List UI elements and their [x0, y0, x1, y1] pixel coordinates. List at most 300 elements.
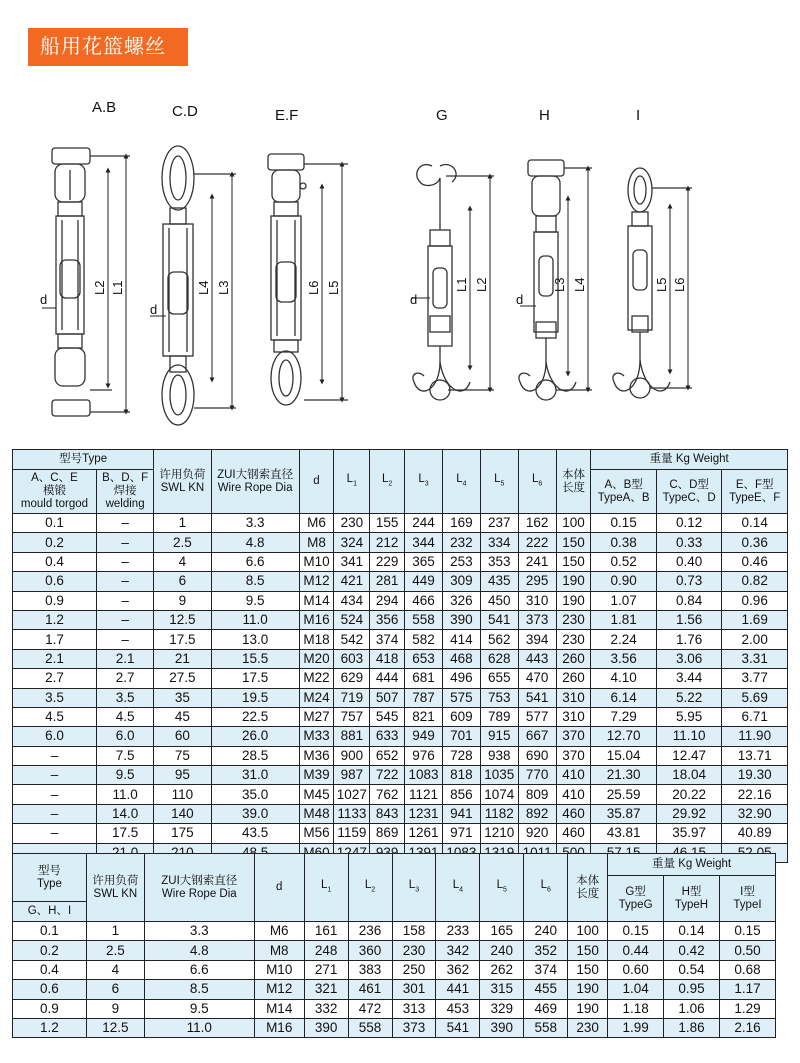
table-cell: 374	[524, 960, 568, 979]
table-cell: 12.5	[154, 610, 211, 629]
table-cell: 21	[154, 649, 211, 668]
table-cell: 9.5	[96, 766, 153, 785]
table-cell: 100	[568, 922, 608, 941]
table-cell: 3.5	[13, 688, 97, 707]
table-cell: 329	[480, 999, 524, 1018]
table-cell: 2.1	[13, 649, 97, 668]
table-cell: 373	[518, 610, 556, 629]
table-cell: 3.06	[656, 649, 722, 668]
table-cell: 987	[334, 766, 370, 785]
t2-d-header: d	[254, 854, 304, 922]
table-cell: 0.4	[13, 552, 97, 571]
table-cell: 341	[334, 552, 370, 571]
table-cell: 443	[518, 649, 556, 668]
table-row	[13, 572, 788, 591]
table-cell: 455	[524, 980, 568, 999]
table-cell: M22	[299, 669, 334, 688]
table-cell: –	[96, 610, 153, 629]
table-row	[13, 630, 788, 649]
table-cell: 35.97	[656, 824, 722, 843]
table-cell: 469	[524, 999, 568, 1018]
table-cell: 1210	[480, 824, 518, 843]
i-l5: L5	[654, 277, 669, 292]
table-cell: 1	[86, 922, 144, 941]
table-cell: M12	[254, 980, 304, 999]
table-cell: 0.4	[13, 960, 87, 979]
table-cell: 321	[304, 980, 348, 999]
table-cell: 0.15	[591, 514, 657, 533]
table-cell: 240	[524, 922, 568, 941]
t1-type-header: 型号Type	[13, 450, 154, 470]
label-ab: A.B	[92, 99, 117, 116]
table-cell: 8.5	[144, 980, 254, 999]
table-row	[13, 766, 788, 785]
table-cell: 575	[442, 688, 480, 707]
table-cell: M39	[299, 766, 334, 785]
table-cell: 869	[370, 824, 405, 843]
table-cell: 230	[392, 941, 436, 960]
table-cell: 190	[556, 572, 591, 591]
label-ef: E.F	[275, 107, 299, 124]
table-cell: 11.0	[211, 610, 299, 629]
table-cell: 949	[405, 727, 443, 746]
table-row	[13, 922, 776, 941]
table-cell: 1159	[334, 824, 370, 843]
turnbuckle-drawing	[0, 90, 800, 440]
table-cell: 4.8	[144, 941, 254, 960]
table-cell: 1.86	[664, 1018, 720, 1037]
table-row	[13, 824, 788, 843]
table-cell: 7.29	[591, 707, 657, 726]
table-cell: 295	[518, 572, 556, 591]
table-cell: 0.15	[719, 922, 775, 941]
t2-l3-header: $L_3$	[392, 854, 436, 922]
table-cell: 719	[334, 688, 370, 707]
table-row	[13, 591, 788, 610]
table-cell: 701	[442, 727, 480, 746]
table-row	[13, 804, 788, 823]
table-cell: 17.5	[96, 824, 153, 843]
t2-weight-h-header: H型 TypeH	[664, 876, 720, 922]
table-cell: 5.69	[722, 688, 788, 707]
table-cell: 365	[405, 552, 443, 571]
table-cell: 1035	[480, 766, 518, 785]
table-cell: 0.1	[13, 922, 87, 941]
table-cell: 609	[442, 707, 480, 726]
table-cell: 1.76	[656, 630, 722, 649]
table-cell: 27.5	[154, 669, 211, 688]
label-cd: C.D	[172, 103, 198, 120]
table-cell: 12.5	[86, 1018, 144, 1037]
label-i: I	[636, 107, 641, 124]
t1-l6-header: $L_6$	[518, 450, 556, 514]
ab-l2: L2	[92, 280, 107, 295]
table-cell: –	[96, 552, 153, 571]
t1-weight-ef-header: E、F型 TypeE、F	[722, 470, 788, 514]
table-cell: M48	[299, 804, 334, 823]
table-cell: 0.44	[608, 941, 664, 960]
table-cell: 681	[405, 669, 443, 688]
table-cell: 881	[334, 727, 370, 746]
table-cell: 6.6	[211, 552, 299, 571]
table-cell: 0.9	[13, 591, 97, 610]
table-cell: 460	[556, 824, 591, 843]
table-cell: 244	[405, 514, 443, 533]
table-cell: 4.5	[96, 707, 153, 726]
table-row	[13, 514, 788, 533]
t1-weight-header: 重量 Kg Weight	[591, 450, 788, 470]
table-cell: 1133	[334, 804, 370, 823]
table-cell: 0.9	[13, 999, 87, 1018]
h-l4: L4	[572, 277, 587, 292]
table-cell: 7.5	[96, 746, 153, 765]
table-cell: 20.22	[656, 785, 722, 804]
table-cell: 435	[480, 572, 518, 591]
table-cell: 190	[568, 980, 608, 999]
table-cell: 309	[442, 572, 480, 591]
table-cell: 262	[480, 960, 524, 979]
t2-l4-header: $L_4$	[436, 854, 480, 922]
turnbuckle-ef	[268, 154, 348, 405]
table-cell: 0.42	[664, 941, 720, 960]
table-cell: 2.7	[13, 669, 97, 688]
t1-type-ace-header: A、C、E 模锻 mould torgod	[13, 470, 97, 514]
table-cell: 0.54	[664, 960, 720, 979]
table-cell: 0.60	[608, 960, 664, 979]
table-cell: 558	[348, 1018, 392, 1037]
table-cell: 507	[370, 688, 405, 707]
table-cell: 4.8	[211, 533, 299, 552]
table-cell: 155	[370, 514, 405, 533]
page-title: 船用花篮螺丝	[28, 28, 188, 66]
table-cell: 344	[405, 533, 443, 552]
table-cell: M16	[299, 610, 334, 629]
table-cell: 35.0	[211, 785, 299, 804]
table-cell: 14.0	[96, 804, 153, 823]
table-cell: 6.0	[96, 727, 153, 746]
table-cell: 920	[518, 824, 556, 843]
table-cell: 1.18	[608, 999, 664, 1018]
table-cell: 362	[436, 960, 480, 979]
table-cell: 6	[86, 980, 144, 999]
g-l2: L2	[474, 277, 489, 292]
table-cell: 3.5	[96, 688, 153, 707]
table-cell: 6.6	[144, 960, 254, 979]
table-cell: 0.14	[664, 922, 720, 941]
table-cell: 976	[405, 746, 443, 765]
table-cell: 150	[568, 941, 608, 960]
table-cell: 1027	[334, 785, 370, 804]
table-cell: 390	[304, 1018, 348, 1037]
table-cell: 1.29	[719, 999, 775, 1018]
table-cell: 236	[348, 922, 392, 941]
table-cell: 542	[334, 630, 370, 649]
table-cell: 453	[436, 999, 480, 1018]
table-cell: 26.0	[211, 727, 299, 746]
table-cell: 13.0	[211, 630, 299, 649]
table-cell: 0.52	[591, 552, 657, 571]
table-cell: 241	[518, 552, 556, 571]
table-cell: 0.95	[664, 980, 720, 999]
table-cell: 11.0	[96, 785, 153, 804]
table-row	[13, 1018, 776, 1037]
table-cell: 11.10	[656, 727, 722, 746]
table-cell: 230	[334, 514, 370, 533]
table-cell: 558	[524, 1018, 568, 1037]
table-cell: 1231	[405, 804, 443, 823]
table-cell: –	[96, 533, 153, 552]
ef-l6: L6	[306, 280, 321, 295]
table-row	[13, 960, 776, 979]
table-cell: –	[13, 746, 97, 765]
table-cell: 466	[405, 591, 443, 610]
table-cell: 40.89	[722, 824, 788, 843]
table-cell: 496	[442, 669, 480, 688]
table-cell: 271	[304, 960, 348, 979]
t2-l5-header: $L_5$	[480, 854, 524, 922]
table-cell: 260	[556, 649, 591, 668]
table-cell: 0.6	[13, 572, 97, 591]
table-cell: M8	[299, 533, 334, 552]
table-cell: 25.59	[591, 785, 657, 804]
table-row	[13, 610, 788, 629]
table-cell: 29.92	[656, 804, 722, 823]
table-cell: 17.5	[154, 630, 211, 649]
table-cell: 31.0	[211, 766, 299, 785]
table-cell: 757	[334, 707, 370, 726]
table-cell: 0.36	[722, 533, 788, 552]
table-cell: 35.87	[591, 804, 657, 823]
table-row	[13, 649, 788, 668]
table-cell: 524	[334, 610, 370, 629]
t1-weight-cd-header: C、D型 TypeC、D	[656, 470, 722, 514]
table-cell: 460	[556, 804, 591, 823]
table-cell: M14	[299, 591, 334, 610]
table-cell: M36	[299, 746, 334, 765]
t1-rope-header: ZUI大钢索直径 Wire Rope Dia	[211, 450, 299, 514]
table-cell: 75	[154, 746, 211, 765]
table-cell: 0.12	[656, 514, 722, 533]
table-cell: 373	[392, 1018, 436, 1037]
table-cell: 0.46	[722, 552, 788, 571]
table-row	[13, 688, 788, 707]
table-cell: 577	[518, 707, 556, 726]
table-row	[13, 999, 776, 1018]
t1-l3-header: $L_3$	[405, 450, 443, 514]
table-cell: 313	[392, 999, 436, 1018]
table-cell: 0.33	[656, 533, 722, 552]
table-cell: 230	[556, 610, 591, 629]
table-cell: 165	[480, 922, 524, 941]
table-cell: 22.5	[211, 707, 299, 726]
t2-weight-header: 重量 Kg Weight	[608, 854, 776, 876]
table-cell: 158	[392, 922, 436, 941]
spec-table-2	[12, 853, 776, 1038]
table-cell: 1.04	[608, 980, 664, 999]
table-cell: 722	[370, 766, 405, 785]
table-cell: 434	[334, 591, 370, 610]
table-cell: 789	[480, 707, 518, 726]
table-cell: M18	[299, 630, 334, 649]
table-cell: 13.71	[722, 746, 788, 765]
table-cell: 3.31	[722, 649, 788, 668]
table-cell: M14	[254, 999, 304, 1018]
table-cell: 4.5	[13, 707, 97, 726]
table-cell: 5.22	[656, 688, 722, 707]
table-cell: 60	[154, 727, 211, 746]
table-cell: 444	[370, 669, 405, 688]
t1-swl-header: 许用负荷 SWL KN	[154, 450, 211, 514]
t1-type-bdf-header: B、D、F 焊接 welding	[96, 470, 153, 514]
t2-rope-header: ZUI大钢索直径 Wire Rope Dia	[144, 854, 254, 922]
turnbuckle-diagram	[0, 90, 800, 440]
cd-l4: L4	[196, 280, 211, 295]
table-cell: 360	[348, 941, 392, 960]
table-cell: 0.90	[591, 572, 657, 591]
t1-l4-header: $L_4$	[442, 450, 480, 514]
table-cell: M12	[299, 572, 334, 591]
t1-body-header: 本体 长度	[556, 450, 591, 514]
table-cell: M10	[254, 960, 304, 979]
table-cell: 310	[556, 707, 591, 726]
table-cell: 0.73	[656, 572, 722, 591]
table-cell: 32.90	[722, 804, 788, 823]
table-cell: 655	[480, 669, 518, 688]
table-cell: M24	[299, 688, 334, 707]
table-cell: 4	[154, 552, 211, 571]
t2-type-header: 型号 Type	[13, 854, 87, 902]
table-cell: 1.99	[608, 1018, 664, 1037]
table-cell: 326	[442, 591, 480, 610]
table-cell: 653	[405, 649, 443, 668]
table-cell: –	[96, 630, 153, 649]
h-d: d	[516, 292, 524, 307]
table-cell: 461	[348, 980, 392, 999]
table-row	[13, 727, 788, 746]
ef-l5: L5	[326, 280, 341, 295]
t2-swl-header: 许用负荷 SWL KN	[86, 854, 144, 922]
table-cell: 0.2	[13, 533, 97, 552]
table-cell: 140	[154, 804, 211, 823]
table-cell: 43.81	[591, 824, 657, 843]
table-cell: 0.84	[656, 591, 722, 610]
table-cell: 3.77	[722, 669, 788, 688]
table-cell: 233	[436, 922, 480, 941]
table-cell: 28.5	[211, 746, 299, 765]
table-cell: 450	[480, 591, 518, 610]
i-l6: L6	[672, 277, 687, 292]
table-cell: 3.3	[211, 514, 299, 533]
table-cell: 1.56	[656, 610, 722, 629]
table-cell: 6.0	[13, 727, 97, 746]
g-l1: L1	[454, 277, 469, 292]
table-cell: 248	[304, 941, 348, 960]
t2-l2-header: $L_2$	[348, 854, 392, 922]
table-cell: 222	[518, 533, 556, 552]
t2-weight-i-header: I型 TypeI	[719, 876, 775, 922]
table-cell: 1.17	[719, 980, 775, 999]
table-cell: 1261	[405, 824, 443, 843]
table-cell: M33	[299, 727, 334, 746]
table-cell: 4.10	[591, 669, 657, 688]
table-cell: 2.16	[719, 1018, 775, 1037]
table-cell: 190	[568, 999, 608, 1018]
table-cell: 370	[556, 727, 591, 746]
table-cell: 332	[304, 999, 348, 1018]
table-cell: 15.5	[211, 649, 299, 668]
table-cell: 383	[348, 960, 392, 979]
table-cell: 2.7	[96, 669, 153, 688]
table-cell: –	[13, 824, 97, 843]
table-cell: 374	[370, 630, 405, 649]
table-cell: 230	[568, 1018, 608, 1037]
table-cell: 762	[370, 785, 405, 804]
table-cell: 45	[154, 707, 211, 726]
ab-l1: L1	[110, 280, 125, 295]
table-cell: 0.82	[722, 572, 788, 591]
table-cell: 310	[556, 688, 591, 707]
table-cell: 352	[524, 941, 568, 960]
t2-weight-g-header: G型 TypeG	[608, 876, 664, 922]
t2-type-ghi-header: G、H、I	[13, 902, 87, 922]
t1-l2-header: $L_2$	[370, 450, 405, 514]
table-cell: 294	[370, 591, 405, 610]
table-cell: 150	[556, 533, 591, 552]
table-cell: 856	[442, 785, 480, 804]
table-cell: –	[96, 572, 153, 591]
table-cell: 603	[334, 649, 370, 668]
table-cell: 212	[370, 533, 405, 552]
table-row	[13, 785, 788, 804]
ab-d: d	[40, 292, 48, 307]
table-cell: 0.14	[722, 514, 788, 533]
table-cell: 892	[518, 804, 556, 823]
table-cell: 230	[556, 630, 591, 649]
t1-l1-header: $L_1$	[334, 450, 370, 514]
table-cell: 2.5	[86, 941, 144, 960]
table-cell: 441	[436, 980, 480, 999]
table-cell: 175	[154, 824, 211, 843]
table-cell: 0.96	[722, 591, 788, 610]
table-cell: 161	[304, 922, 348, 941]
table-cell: 253	[442, 552, 480, 571]
t1-body	[13, 514, 788, 863]
table-cell: 1.2	[13, 610, 97, 629]
table-cell: 971	[442, 824, 480, 843]
table-cell: 1	[154, 514, 211, 533]
table-cell: 0.1	[13, 514, 97, 533]
table-cell: 470	[518, 669, 556, 688]
table-cell: –	[96, 514, 153, 533]
table-cell: 5.95	[656, 707, 722, 726]
table-cell: 162	[518, 514, 556, 533]
spec-table-1	[12, 449, 788, 863]
table-cell: 4	[86, 960, 144, 979]
table-cell: 9	[86, 999, 144, 1018]
table-cell: 250	[392, 960, 436, 979]
table-cell: 414	[442, 630, 480, 649]
table-cell: 356	[370, 610, 405, 629]
table-cell: 421	[334, 572, 370, 591]
t2-body-header: 本体 长度	[568, 854, 608, 922]
table-cell: 468	[442, 649, 480, 668]
table-cell: 941	[442, 804, 480, 823]
table-cell: M16	[254, 1018, 304, 1037]
table-cell: 6	[154, 572, 211, 591]
g-d: d	[410, 292, 418, 307]
table-cell: 15.04	[591, 746, 657, 765]
table-cell: 18.04	[656, 766, 722, 785]
